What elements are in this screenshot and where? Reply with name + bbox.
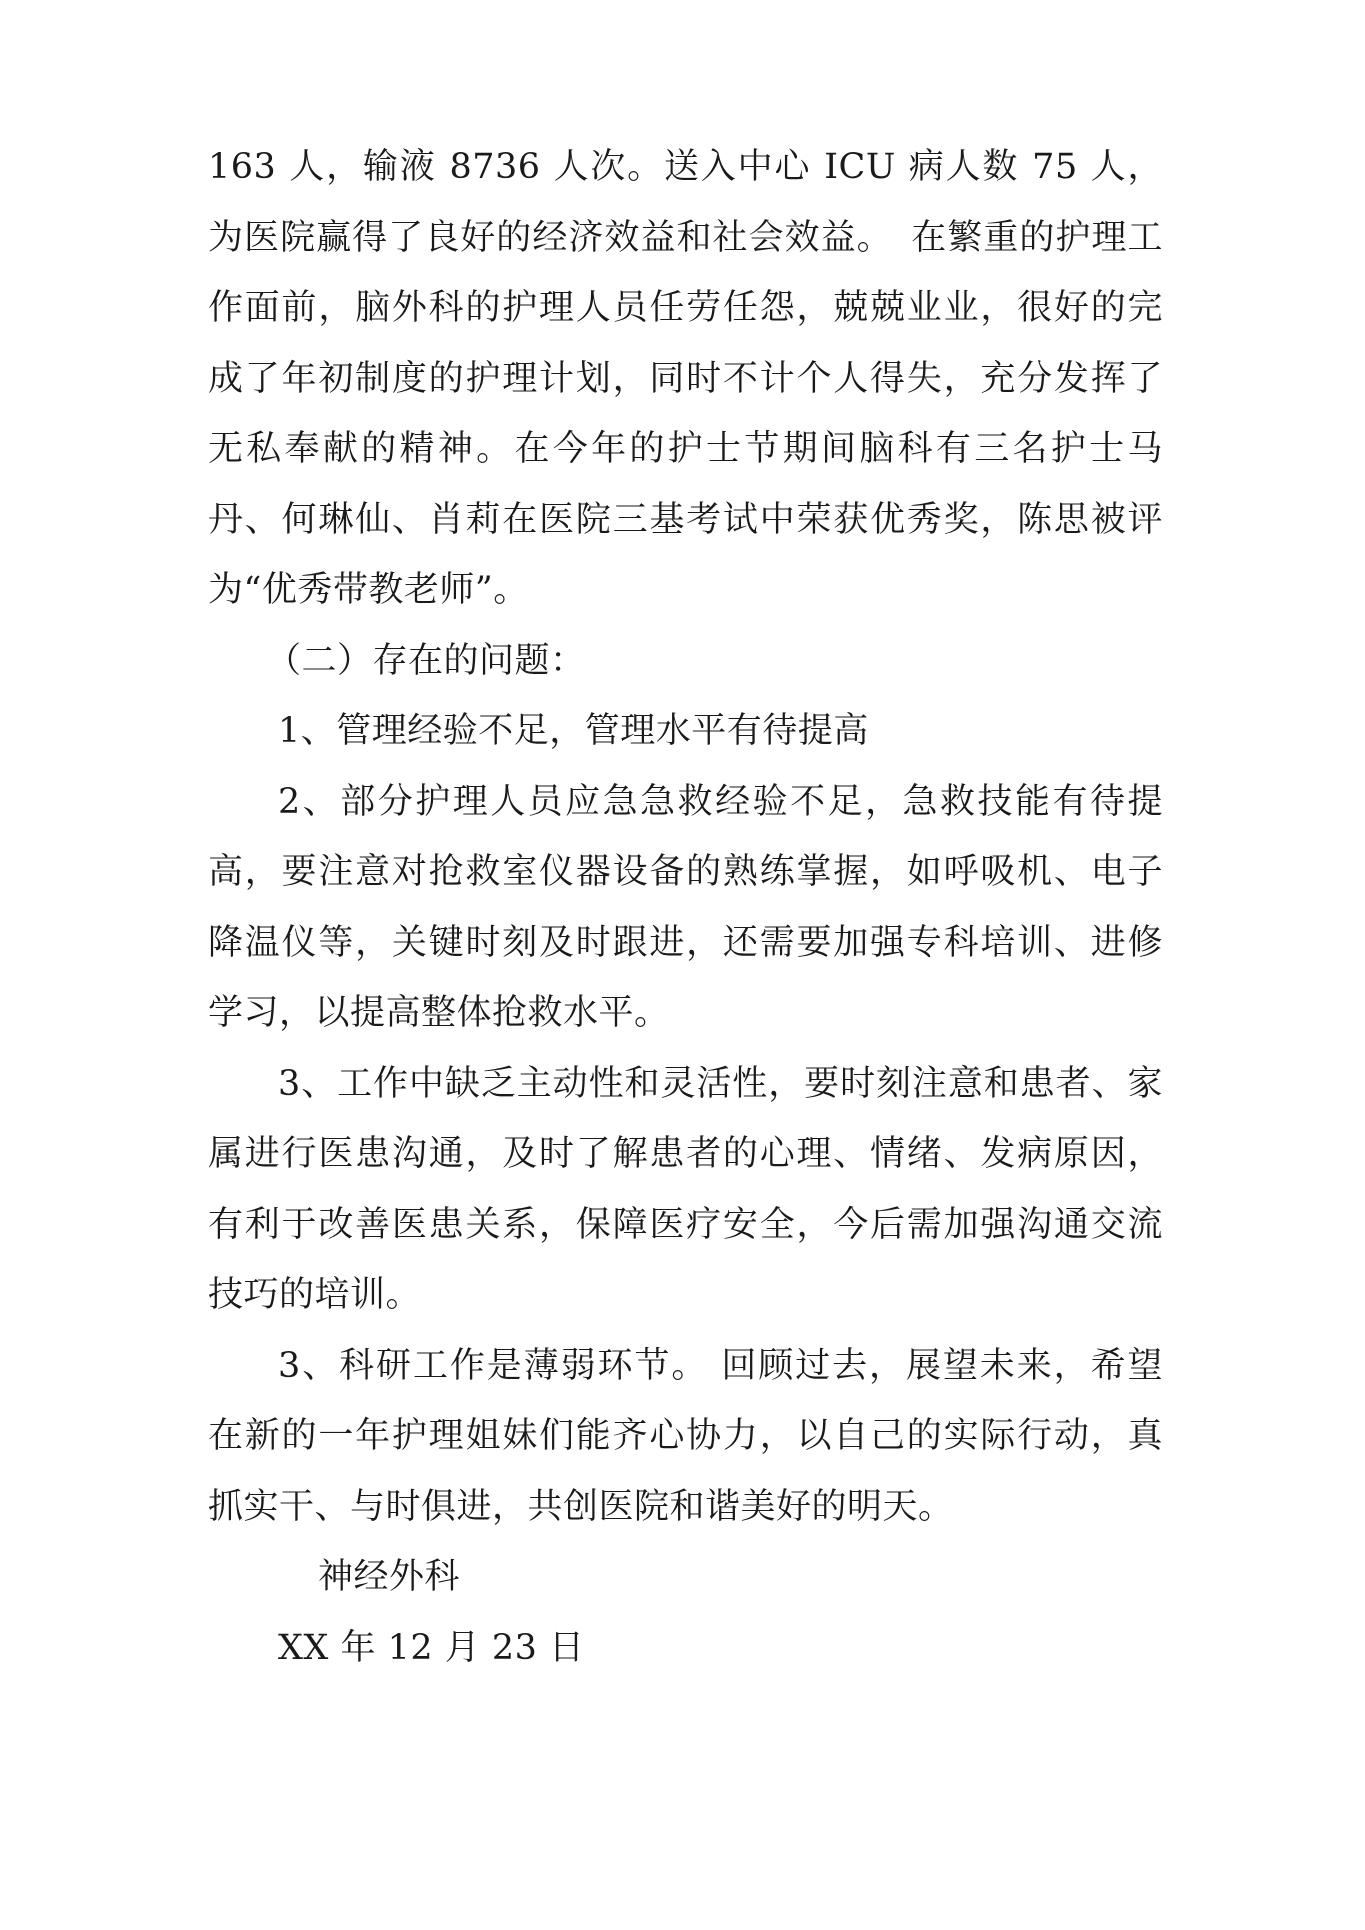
signature-department: 神经外科: [318, 1557, 461, 1597]
section-heading-problems: （二）存在的问题：: [266, 640, 586, 681]
signature-date: XX 年 12 月 23 日: [278, 1627, 585, 1668]
issue-item-1: 1、管理经验不足，管理水平有待提高: [278, 711, 869, 751]
issue-item-3a: 3、工作中缺乏主动性和灵活性，要时刻注意和患者、家属进行医患沟通，及时了解患者的心理、情绪、发病原因，有利于改善医患关系，保障医疗安全，今后需加强沟通交流技巧的培训。: [208, 1063, 1163, 1315]
issue-item-2: 2、部分护理人员应急急救经验不足，急救技能有待提高，要注意对抢救室仪器设备的熟练掌握，如呼吸机、电子降温仪等，关键时刻及时跟进，还需要加强专科培训、进修学习，以提高整体抢救水平。: [208, 781, 1163, 1033]
issue-item-3b: 3、科研工作是薄弱环节。 回顾过去，展望未来，希望在新的一年护理姐妹们能齐心协力，以自己的实际行动，真抓实干、与时俱进，共创医院和谐美好的明天。: [208, 1345, 1163, 1527]
paragraph-continuation: 163 人，输液 8736 人次。送入中心 ICU 病人数 75 人，为医院赢得了良好的经济效益和社会效益。 在繁重的护理工作面前，脑外科的护理人员任劳任怨，兢兢业业，很好的完成了年初制度的护理计划，同时不计个人得失，充分发挥了无私奉献的精神。在今年的护士节期间脑科有三名护士马丹、何琳仙、肖莉在医院三基考试中荣获优秀奖，陈思被评为“优秀带教老师”。: [208, 147, 1163, 610]
document-body: [208, 132, 1163, 1683]
